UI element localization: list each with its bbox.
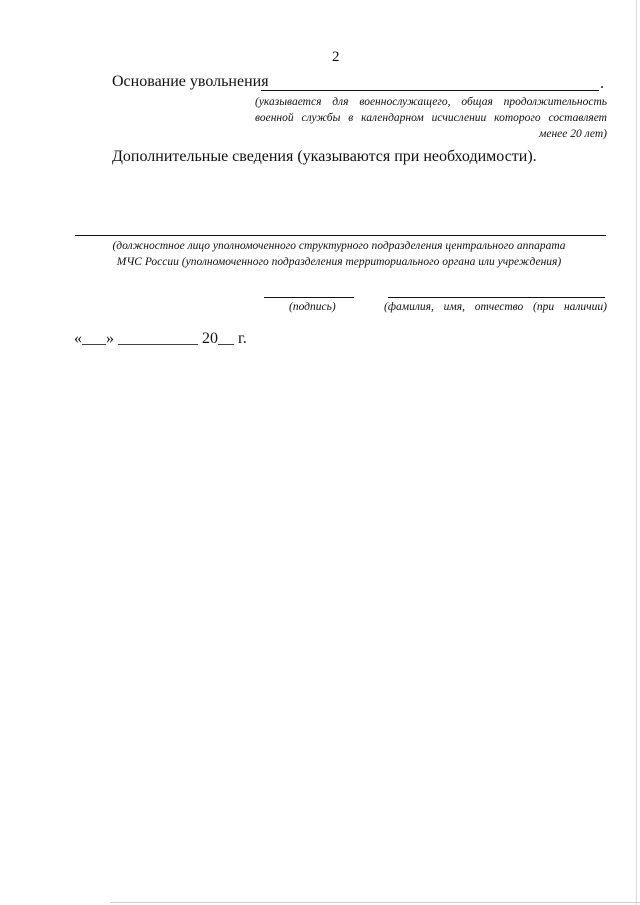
dismissal-reason-hint: (указывается для военнослужащего, общая продолжительность военной службы в календарном исчислении которого составляет менее 20 лет) (255, 96, 607, 140)
official-hint: (должностное лицо уполномоченного структурного подразделения центрального аппарата МЧС России (уполномоченного подразделения территориального органа или учреждения) (112, 240, 566, 268)
additional-info-label: Дополнительные сведения (указываются при необходимости). (112, 148, 537, 165)
full-name-line[interactable] (388, 297, 605, 298)
signature-line[interactable] (264, 297, 354, 298)
dismissal-trailing-dot: . (600, 75, 604, 92)
date-line[interactable]: «___» __________ 20__ г. (74, 330, 247, 347)
dismissal-reason-label: Основание увольнения (112, 73, 269, 90)
official-line[interactable] (75, 235, 606, 236)
full-name-hint: (фамилия, имя, отчество (при наличии) (384, 301, 607, 313)
scan-edge-bottom (110, 902, 640, 903)
page-number: 2 (332, 49, 340, 65)
signature-hint: (подпись) (289, 301, 336, 313)
scan-edge-right (636, 0, 637, 905)
dismissal-reason-line[interactable] (261, 90, 599, 91)
